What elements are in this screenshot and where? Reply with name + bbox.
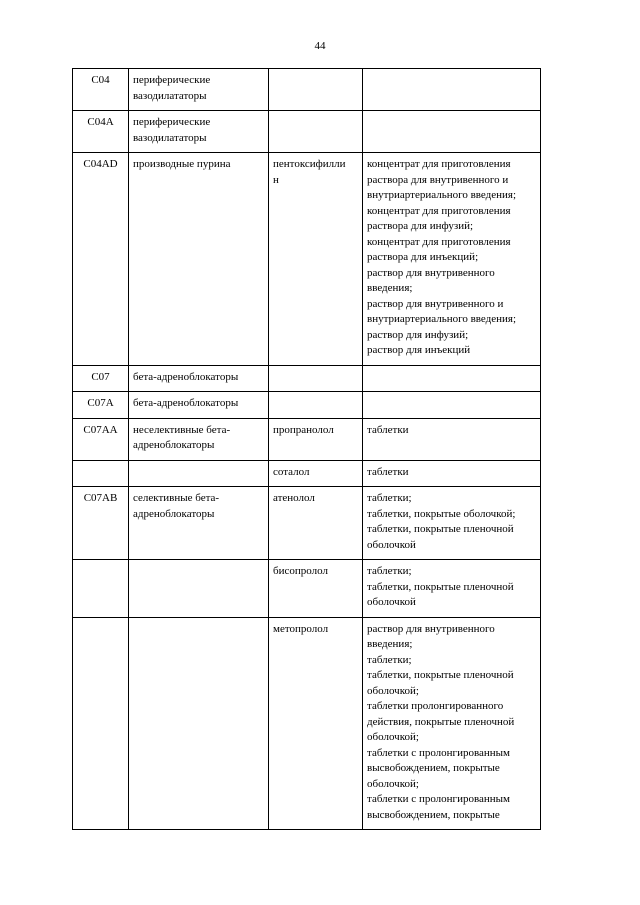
cell-text-line: раствор для внутривенного и	[367, 297, 504, 310]
cell-text-line: таблетки	[367, 465, 409, 478]
cell-text-line: таблетки	[367, 423, 409, 436]
cell-text-line: внутриартериального введения;	[367, 313, 517, 325]
cell-text-line: введения;	[367, 638, 413, 650]
cell-text-line: высвобождением, покрытые	[367, 762, 500, 774]
page-number: 44	[314, 40, 326, 52]
dosage-forms-cell	[363, 418, 541, 460]
cell-text-line: таблетки пролонгированного	[367, 700, 504, 712]
cell-text-line: раствора для инфузий;	[367, 220, 474, 232]
table-row	[73, 460, 541, 487]
cell-text-line: бисопролол	[273, 565, 328, 577]
cell-text-line: пентоксифилли	[273, 158, 346, 170]
cell-text-line: введения;	[367, 282, 413, 294]
dosage-forms-cell	[363, 460, 541, 487]
cell-text-line: таблетки, покрытые пленочной	[367, 580, 514, 593]
dosage-forms-cell	[363, 111, 541, 153]
cell-text: C04A	[87, 116, 114, 128]
table-row	[73, 69, 541, 111]
cell-text: C04AD	[83, 158, 118, 170]
cell-text-line: пропранолол	[273, 423, 334, 436]
table-body	[73, 69, 541, 830]
atc-code-cell	[73, 560, 129, 618]
cell-text-line: раствор для внутривенного	[367, 622, 495, 635]
cell-text-line: раствор для внутривенного	[367, 266, 495, 279]
cell-text-line: таблетки;	[367, 565, 412, 577]
cell-text-line: оболочкой	[367, 596, 416, 608]
drug-name-cell	[269, 153, 363, 366]
atc-code-cell	[73, 392, 129, 419]
cell-text: C07AB	[83, 492, 118, 504]
dosage-forms-cell	[363, 392, 541, 419]
atc-code-cell	[73, 111, 129, 153]
table-row	[73, 418, 541, 460]
cell-text: C07	[91, 370, 110, 383]
cell-text-line: раствора для внутривенного и	[367, 173, 509, 186]
cell-text-line: раствор для инфузий;	[367, 328, 469, 341]
drug-classification-table	[72, 68, 541, 830]
cell-text-line: вазодилататоры	[133, 131, 207, 144]
table-row	[73, 111, 541, 153]
cell-text-line: концентрат для приготовления	[367, 204, 511, 217]
table-row	[73, 617, 541, 830]
cell-text-line: оболочкой	[367, 538, 416, 551]
cell-text: C07A	[87, 397, 114, 409]
drug-name-cell	[269, 560, 363, 618]
group-name-cell	[129, 69, 269, 111]
group-name-cell	[129, 617, 269, 830]
dosage-forms-cell	[363, 487, 541, 560]
drug-name-cell	[269, 69, 363, 111]
dosage-forms-cell	[363, 365, 541, 392]
dosage-forms-cell	[363, 69, 541, 111]
group-name-cell	[129, 111, 269, 153]
group-name-cell	[129, 365, 269, 392]
group-name-cell	[129, 153, 269, 366]
cell-text-line: раствор для инъекций	[367, 344, 471, 356]
cell-text-line: таблетки, покрытые пленочной	[367, 669, 514, 681]
drug-name-cell	[269, 487, 363, 560]
dosage-forms-cell	[363, 153, 541, 366]
cell-text-line: метопролол	[273, 622, 329, 635]
cell-text-line: концентрат для приготовления	[367, 158, 511, 170]
cell-text-line: н	[273, 173, 279, 186]
atc-code-cell	[73, 418, 129, 460]
table-row	[73, 560, 541, 618]
atc-code-cell	[73, 365, 129, 392]
cell-text-line: бета-адреноблокаторы	[133, 370, 239, 383]
cell-text-line: периферические	[133, 74, 211, 86]
group-name-cell	[129, 418, 269, 460]
table-row	[73, 365, 541, 392]
table-row	[73, 487, 541, 560]
group-name-cell	[129, 392, 269, 419]
cell-text-line: таблетки с пролонгированным	[367, 793, 511, 805]
cell-text-line: соталол	[273, 465, 310, 478]
cell-text-line: атенолол	[273, 492, 315, 504]
group-name-cell	[129, 460, 269, 487]
drug-name-cell	[269, 392, 363, 419]
dosage-forms-cell	[363, 560, 541, 618]
cell-text-line: высвобождением, покрытые	[367, 808, 500, 821]
atc-code-cell	[73, 69, 129, 111]
cell-text-line: действия, покрытые пленочной	[367, 715, 515, 728]
atc-code-cell	[73, 153, 129, 366]
cell-text-line: таблетки с пролонгированным	[367, 746, 511, 759]
group-name-cell	[129, 560, 269, 618]
cell-text-line: оболочкой;	[367, 777, 419, 790]
cell-text-line: таблетки, покрытые оболочкой;	[367, 507, 516, 520]
atc-code-cell	[73, 617, 129, 830]
drug-name-cell	[269, 111, 363, 153]
cell-text-line: бета-адреноблокаторы	[133, 397, 239, 409]
cell-text-line: вазодилататоры	[133, 89, 207, 102]
atc-code-cell	[73, 460, 129, 487]
group-name-cell	[129, 487, 269, 560]
atc-code-cell	[73, 487, 129, 560]
cell-text-line: таблетки;	[367, 653, 412, 666]
drug-name-cell	[269, 365, 363, 392]
cell-text-line: селективные бета-	[133, 492, 220, 504]
drug-name-cell	[269, 418, 363, 460]
cell-text-line: оболочкой;	[367, 731, 419, 743]
cell-text-line: таблетки;	[367, 492, 412, 504]
dosage-forms-cell	[363, 617, 541, 830]
cell-text-line: адреноблокаторы	[133, 507, 215, 520]
cell-text-line: раствора для инъекций;	[367, 251, 479, 263]
cell-text: C07AA	[83, 423, 118, 436]
cell-text-line: концентрат для приготовления	[367, 235, 511, 248]
cell-text: C04	[91, 74, 110, 86]
cell-text-line: оболочкой;	[367, 684, 419, 697]
cell-text-line: внутриартериального введения;	[367, 189, 517, 201]
cell-text-line: адреноблокаторы	[133, 439, 215, 451]
cell-text-line: периферические	[133, 116, 211, 128]
table-row	[73, 153, 541, 366]
drug-name-cell	[269, 460, 363, 487]
cell-text-line: производные пурина	[133, 158, 231, 170]
cell-text-line: неселективные бета-	[133, 423, 231, 436]
drug-name-cell	[269, 617, 363, 830]
cell-text-line: таблетки, покрытые пленочной	[367, 523, 514, 535]
table-row	[73, 392, 541, 419]
